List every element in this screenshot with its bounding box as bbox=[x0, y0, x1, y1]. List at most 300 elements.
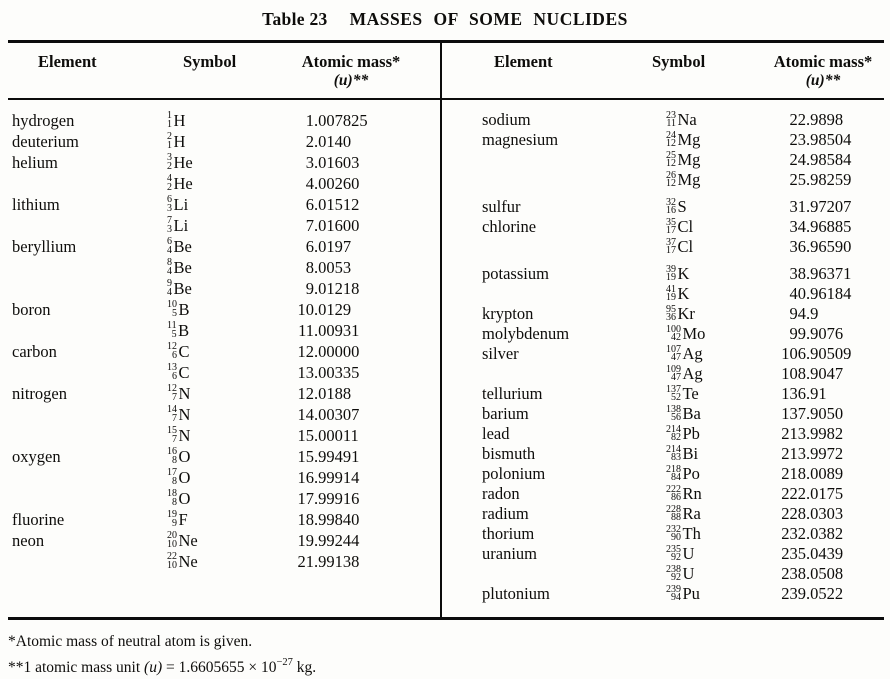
mass-number: 6 bbox=[167, 194, 172, 205]
mass-number: 32 bbox=[666, 196, 676, 208]
nuclide-symbol bbox=[167, 405, 262, 425]
table-row bbox=[482, 110, 884, 130]
atomic-number: 6 bbox=[172, 370, 177, 382]
atomic-number: 1 bbox=[167, 118, 172, 130]
nuclide-numbers bbox=[167, 490, 177, 507]
right-header-element: Element bbox=[494, 52, 553, 71]
nuclide-numbers bbox=[167, 364, 177, 381]
mass-number: 15 bbox=[167, 425, 177, 436]
atomic-number: 7 bbox=[172, 433, 177, 445]
table-row bbox=[12, 530, 440, 551]
atomic-mass-value: 239 . 0522 bbox=[781, 584, 844, 603]
element-name: potassium bbox=[482, 264, 549, 283]
atomic-number: 7 bbox=[172, 412, 177, 424]
element-symbol: Cl bbox=[677, 217, 694, 236]
atomic-mass-value: 12 . 00000 bbox=[297, 341, 360, 361]
nuclide-numbers bbox=[167, 532, 177, 549]
element-name: chlorine bbox=[482, 217, 537, 236]
nuclide-numbers bbox=[666, 583, 681, 603]
left-header-element: Element bbox=[38, 52, 97, 71]
atomic-mass-value: 21 . 99138 bbox=[297, 551, 360, 571]
mass-number: 37 bbox=[666, 236, 676, 248]
nuclide-symbol bbox=[652, 264, 762, 284]
element-symbol: H bbox=[173, 131, 186, 151]
nuclide-numbers bbox=[666, 109, 676, 129]
mass-number: 26 bbox=[666, 169, 676, 181]
footnote-amu-definition: **1 atomic mass unit $(u) = 1.6605655 \times 10^{-27}$ kg. bbox=[8, 657, 317, 677]
nuclide-symbol bbox=[167, 552, 262, 572]
atomic-number: 83 bbox=[671, 452, 681, 463]
nuclide-numbers bbox=[666, 216, 676, 236]
nuclide-symbol bbox=[652, 237, 762, 257]
nuclide-symbol bbox=[652, 584, 762, 604]
mass-number: 17 bbox=[167, 467, 177, 478]
atomic-number: 6 bbox=[172, 349, 177, 361]
atomic-mass-value: 40 . 96184 bbox=[789, 284, 852, 303]
table-row bbox=[12, 320, 440, 341]
table-row bbox=[12, 278, 440, 299]
element-symbol: N bbox=[178, 383, 191, 403]
nuclide-symbol bbox=[167, 216, 262, 236]
element-symbol: C bbox=[178, 362, 190, 382]
atomic-mass-value: 8 . 0053 bbox=[305, 257, 352, 277]
mass-number: 228 bbox=[666, 503, 681, 515]
nuclide-numbers bbox=[167, 301, 177, 318]
element-name: lithium bbox=[12, 194, 60, 214]
table-row bbox=[482, 304, 884, 324]
element-name: uranium bbox=[482, 544, 537, 563]
atomic-number: 5 bbox=[172, 307, 177, 319]
table-row bbox=[482, 504, 884, 524]
element-name: barium bbox=[482, 404, 529, 423]
atomic-mass-value: 2 . 0140 bbox=[305, 131, 352, 151]
nuclide-symbol bbox=[652, 524, 762, 544]
element-symbol: Pu bbox=[682, 584, 700, 603]
atomic-number: 1 bbox=[167, 139, 172, 151]
element-symbol: B bbox=[178, 320, 190, 340]
table-row bbox=[12, 173, 440, 194]
nuclide-numbers bbox=[167, 133, 172, 150]
atomic-number: 17 bbox=[666, 245, 676, 256]
atomic-mass-value: 9 . 01218 bbox=[305, 278, 360, 298]
atomic-number: 47 bbox=[671, 372, 681, 383]
atomic-mass-value: 18 . 99840 bbox=[297, 509, 360, 529]
mass-number: 214 bbox=[666, 423, 681, 435]
atomic-mass-value: 19 . 99244 bbox=[297, 530, 360, 550]
atomic-number: 90 bbox=[671, 532, 681, 543]
element-symbol: Mg bbox=[677, 130, 701, 149]
right-table-header bbox=[442, 43, 884, 100]
element-symbol: Ne bbox=[178, 530, 198, 550]
atomic-mass-value: 23 . 98504 bbox=[789, 130, 852, 149]
element-symbol: Ne bbox=[178, 551, 198, 571]
mass-number: 41 bbox=[666, 283, 676, 295]
atomic-mass-value: 136 . 91 bbox=[781, 384, 827, 403]
table-row bbox=[482, 384, 884, 404]
nuclide-numbers bbox=[666, 483, 681, 503]
element-symbol: He bbox=[173, 152, 193, 172]
element-symbol: Ag bbox=[682, 344, 703, 363]
element-symbol: Ba bbox=[682, 404, 701, 423]
atomic-mass-value: 6 . 0197 bbox=[305, 236, 352, 256]
atomic-mass-value: 213 . 9972 bbox=[781, 444, 844, 463]
table-row bbox=[12, 215, 440, 236]
mass-number: 138 bbox=[666, 403, 681, 415]
mass-number: 9 bbox=[167, 278, 172, 289]
table-row bbox=[12, 425, 440, 446]
element-name: hydrogen bbox=[12, 110, 75, 130]
element-symbol: Mg bbox=[677, 150, 701, 169]
atomic-mass-value: 94 . 9 bbox=[789, 304, 819, 323]
element-symbol: F bbox=[178, 509, 188, 529]
table-row bbox=[12, 509, 440, 530]
nuclide-numbers bbox=[666, 523, 681, 543]
nuclide-symbol bbox=[652, 544, 762, 564]
table-row bbox=[482, 484, 884, 504]
mass-number: 12 bbox=[167, 383, 177, 394]
table-row bbox=[12, 467, 440, 488]
element-name: neon bbox=[12, 530, 45, 550]
atomic-mass-value: 16 . 99914 bbox=[297, 467, 360, 487]
nuclide-symbol bbox=[167, 258, 262, 278]
atomic-mass-value: 15 . 00011 bbox=[297, 425, 359, 445]
element-name: thorium bbox=[482, 524, 535, 543]
mass-number: 95 bbox=[666, 303, 676, 315]
element-symbol: K bbox=[677, 284, 690, 303]
element-symbol: B bbox=[178, 299, 190, 319]
mass-number: 218 bbox=[666, 463, 681, 475]
mass-number: 222 bbox=[666, 483, 681, 495]
atomic-mass-value: 31 . 97207 bbox=[789, 197, 852, 216]
table-number: Table 23 bbox=[262, 8, 328, 29]
nuclide-symbol bbox=[652, 197, 762, 217]
atomic-number: 12 bbox=[666, 158, 676, 169]
nuclide-symbol bbox=[652, 384, 762, 404]
nuclide-symbol bbox=[652, 364, 762, 384]
mass-number: 13 bbox=[167, 362, 177, 373]
element-name: polonium bbox=[482, 464, 546, 483]
page-title bbox=[0, 0, 890, 38]
nuclide-symbol bbox=[167, 321, 262, 341]
element-symbol: H bbox=[173, 110, 186, 130]
atomic-number: 92 bbox=[671, 572, 681, 583]
nuclide-symbol bbox=[652, 284, 762, 304]
atomic-mass-value: 12 . 0188 bbox=[297, 383, 352, 403]
element-symbol: Li bbox=[173, 194, 189, 214]
element-symbol: U bbox=[682, 564, 695, 583]
element-symbol: Bi bbox=[682, 444, 699, 463]
left-table-body bbox=[12, 100, 440, 572]
nuclide-symbol bbox=[167, 237, 262, 257]
nuclide-numbers bbox=[666, 463, 681, 483]
nuclide-symbol bbox=[167, 426, 262, 446]
mass-number: 1 bbox=[167, 110, 172, 121]
nuclide-numbers bbox=[167, 511, 177, 528]
mass-number: 239 bbox=[666, 583, 681, 595]
atomic-number: 94 bbox=[671, 592, 681, 603]
table-row bbox=[482, 564, 884, 584]
atomic-number: 52 bbox=[671, 392, 681, 403]
atomic-number: 42 bbox=[671, 332, 681, 343]
table-row bbox=[482, 444, 884, 464]
element-symbol: Rn bbox=[682, 484, 702, 503]
element-symbol: Be bbox=[173, 236, 192, 256]
atomic-number: 36 bbox=[666, 312, 676, 323]
mass-number: 4 bbox=[167, 173, 172, 184]
atomic-number: 84 bbox=[671, 472, 681, 483]
nuclide-numbers bbox=[167, 154, 172, 171]
nuclide-symbol bbox=[652, 170, 762, 190]
table-row bbox=[12, 194, 440, 215]
atomic-mass-value: 3 . 01603 bbox=[305, 152, 360, 172]
atomic-number: 86 bbox=[671, 492, 681, 503]
atomic-mass-value: 218 . 0089 bbox=[781, 464, 844, 483]
mass-number: 39 bbox=[666, 263, 676, 275]
nuclide-symbol bbox=[167, 510, 262, 530]
table-row bbox=[482, 264, 884, 284]
nuclide-symbol bbox=[652, 110, 762, 130]
element-symbol: S bbox=[677, 197, 687, 216]
element-symbol: Te bbox=[682, 384, 699, 403]
nuclide-numbers bbox=[167, 280, 172, 297]
mass-number: 18 bbox=[167, 488, 177, 499]
nuclide-symbol bbox=[167, 111, 262, 131]
mass-number: 14 bbox=[167, 404, 177, 415]
atomic-mass-value: 213 . 9982 bbox=[781, 424, 844, 443]
footnotes bbox=[8, 631, 316, 679]
atomic-mass-value: 108 . 9047 bbox=[781, 364, 844, 383]
table-row bbox=[12, 383, 440, 404]
nuclide-numbers bbox=[167, 553, 177, 570]
atomic-number: 4 bbox=[167, 265, 172, 277]
nuclide-symbol bbox=[167, 363, 262, 383]
element-name: deuterium bbox=[12, 131, 79, 151]
mass-number: 35 bbox=[666, 216, 676, 228]
element-symbol: Ra bbox=[682, 504, 701, 523]
mass-number: 24 bbox=[666, 129, 676, 141]
atomic-number: 19 bbox=[666, 272, 676, 283]
atomic-mass-value: 17 . 99916 bbox=[297, 488, 360, 508]
mass-number: 22 bbox=[167, 551, 177, 562]
atomic-number: 8 bbox=[172, 454, 177, 466]
element-symbol: K bbox=[677, 264, 690, 283]
table-row bbox=[482, 544, 884, 564]
table-row bbox=[12, 551, 440, 572]
table-row bbox=[12, 257, 440, 278]
atomic-mass-value: 38 . 96371 bbox=[789, 264, 852, 283]
element-name: lead bbox=[482, 424, 510, 443]
table-row bbox=[482, 524, 884, 544]
atomic-number: 56 bbox=[671, 412, 681, 423]
mass-number: 7 bbox=[167, 215, 172, 226]
nuclide-numbers bbox=[666, 169, 676, 189]
atomic-number: 4 bbox=[167, 286, 172, 298]
nuclide-symbol bbox=[652, 424, 762, 444]
table-row bbox=[482, 237, 884, 257]
element-name: radon bbox=[482, 484, 520, 503]
element-symbol: O bbox=[178, 446, 191, 466]
element-name: molybdenum bbox=[482, 324, 570, 343]
element-symbol: U bbox=[682, 544, 695, 563]
nuclide-numbers bbox=[666, 383, 681, 403]
atomic-number: 2 bbox=[167, 160, 172, 172]
atomic-mass-value: 99 . 9076 bbox=[789, 324, 844, 343]
table-row bbox=[482, 197, 884, 217]
atomic-number: 8 bbox=[172, 496, 177, 508]
nuclide-numbers bbox=[167, 322, 177, 339]
element-symbol: Th bbox=[682, 524, 701, 543]
element-symbol: Po bbox=[682, 464, 700, 483]
element-symbol: O bbox=[178, 488, 191, 508]
nuclide-symbol bbox=[167, 153, 262, 173]
nuclide-numbers bbox=[666, 423, 681, 443]
nuclide-symbol bbox=[652, 564, 762, 584]
table-row bbox=[12, 362, 440, 383]
atomic-mass-value: 222 . 0175 bbox=[781, 484, 844, 503]
nuclide-symbol bbox=[652, 484, 762, 504]
left-header-atomic-mass: Atomic mass* (u)** bbox=[301, 52, 401, 89]
mass-number: 11 bbox=[167, 320, 177, 331]
nuclide-symbol bbox=[652, 130, 762, 150]
table-row bbox=[12, 152, 440, 173]
nuclide-numbers bbox=[167, 343, 177, 360]
element-name: helium bbox=[12, 152, 58, 172]
table-row bbox=[12, 488, 440, 509]
nuclide-symbol bbox=[167, 447, 262, 467]
footnote-atomic-mass: *Atomic mass of neutral atom is given. bbox=[8, 633, 253, 650]
mass-number: 109 bbox=[666, 363, 681, 375]
nuclide-symbol bbox=[167, 531, 262, 551]
mass-number: 214 bbox=[666, 443, 681, 455]
mass-number: 238 bbox=[666, 563, 681, 575]
atomic-mass-value: 25 . 98259 bbox=[789, 170, 852, 189]
atomic-mass-value: 235 . 0439 bbox=[781, 544, 844, 563]
element-symbol: Ag bbox=[682, 364, 703, 383]
nuclide-symbol bbox=[167, 489, 262, 509]
table-row bbox=[12, 131, 440, 152]
element-name: sulfur bbox=[482, 197, 521, 216]
table-row bbox=[482, 130, 884, 150]
nuclide-symbol bbox=[167, 132, 262, 152]
element-symbol: C bbox=[178, 341, 190, 361]
table-row bbox=[482, 464, 884, 484]
nuclide-symbol bbox=[652, 504, 762, 524]
table-title-text: MASSES OF SOME NUCLIDES bbox=[349, 8, 628, 29]
atomic-mass-value: 10 . 0129 bbox=[297, 299, 352, 319]
nuclide-symbol bbox=[652, 404, 762, 424]
mass-number: 10 bbox=[167, 299, 177, 310]
nuclide-numbers bbox=[666, 323, 681, 343]
atomic-number: 10 bbox=[167, 559, 177, 571]
nuclide-numbers bbox=[167, 385, 177, 402]
nuclide-symbol bbox=[167, 279, 262, 299]
nuclide-symbol bbox=[652, 344, 762, 364]
element-name: silver bbox=[482, 344, 519, 363]
element-symbol: N bbox=[178, 425, 191, 445]
nuclide-symbol bbox=[652, 217, 762, 237]
right-header-symbol: Symbol bbox=[652, 52, 706, 71]
nuclide-numbers bbox=[666, 363, 681, 383]
atomic-number: 4 bbox=[167, 244, 172, 256]
nuclide-symbol bbox=[167, 174, 262, 194]
atomic-mass-value: 15 . 99491 bbox=[297, 446, 360, 466]
mass-number: 3 bbox=[167, 152, 172, 163]
nuclide-symbol bbox=[167, 384, 262, 404]
mass-number: 19 bbox=[167, 509, 177, 520]
element-symbol: Mo bbox=[682, 324, 706, 343]
nuclide-symbol bbox=[167, 300, 262, 320]
nuclide-numbers bbox=[167, 196, 172, 213]
element-name: nitrogen bbox=[12, 383, 67, 403]
nuclide-symbol bbox=[167, 342, 262, 362]
mass-number: 25 bbox=[666, 149, 676, 161]
element-name: carbon bbox=[12, 341, 57, 361]
atomic-number: 17 bbox=[666, 225, 676, 236]
atomic-number: 3 bbox=[167, 202, 172, 214]
nuclide-symbol bbox=[167, 195, 262, 215]
nuclide-numbers bbox=[666, 149, 676, 169]
atomic-mass-value: 238 . 0508 bbox=[781, 564, 844, 583]
element-name: sodium bbox=[482, 110, 531, 129]
nuclide-symbol bbox=[167, 468, 262, 488]
atomic-mass-value: 24 . 98584 bbox=[789, 150, 852, 169]
table-row bbox=[482, 584, 884, 604]
atomic-mass-value: 1 . 007825 bbox=[305, 110, 368, 130]
atomic-mass-value: 11 . 00931 bbox=[298, 320, 360, 340]
atomic-number: 9 bbox=[172, 517, 177, 529]
table-row bbox=[482, 344, 884, 364]
atomic-number: 19 bbox=[666, 292, 676, 303]
left-header-symbol: Symbol bbox=[183, 52, 237, 71]
atomic-number: 12 bbox=[666, 138, 676, 149]
right-table-body bbox=[482, 100, 884, 604]
nuclide-numbers bbox=[167, 238, 172, 255]
atomic-mass-value: 106 . 90509 bbox=[781, 344, 852, 363]
element-symbol: Cl bbox=[677, 237, 694, 256]
nuclide-numbers bbox=[167, 217, 172, 234]
nuclide-numbers bbox=[167, 259, 172, 276]
atomic-mass-value: 6 . 01512 bbox=[305, 194, 360, 214]
atomic-mass-value: 36 . 96590 bbox=[789, 237, 852, 256]
atomic-mass-value: 4 . 00260 bbox=[305, 173, 360, 193]
atomic-mass-value: 137 . 9050 bbox=[781, 404, 844, 423]
nuclide-numbers bbox=[666, 403, 681, 423]
element-name: magnesium bbox=[482, 130, 559, 149]
table-row bbox=[12, 299, 440, 320]
atomic-number: 92 bbox=[671, 552, 681, 563]
element-symbol: Na bbox=[677, 110, 697, 129]
element-symbol: He bbox=[173, 173, 193, 193]
element-name: krypton bbox=[482, 304, 534, 323]
nuclide-numbers bbox=[666, 236, 676, 256]
nuclide-numbers bbox=[666, 196, 676, 216]
element-symbol: Mg bbox=[677, 170, 701, 189]
mass-number: 23 bbox=[666, 109, 676, 121]
atomic-number: 7 bbox=[172, 391, 177, 403]
atomic-number: 8 bbox=[172, 475, 177, 487]
mass-number: 16 bbox=[167, 446, 177, 457]
nuclide-numbers bbox=[167, 112, 172, 129]
nuclide-numbers bbox=[666, 283, 676, 303]
nuclide-masses-table bbox=[8, 40, 884, 620]
nuclide-numbers bbox=[167, 427, 177, 444]
table-row bbox=[482, 284, 884, 304]
atomic-number: 11 bbox=[666, 118, 676, 129]
atomic-number: 3 bbox=[167, 223, 172, 235]
element-name: fluorine bbox=[12, 509, 65, 529]
atomic-number: 47 bbox=[671, 352, 681, 363]
right-header-atomic-mass: Atomic mass* (u)** bbox=[773, 52, 873, 89]
